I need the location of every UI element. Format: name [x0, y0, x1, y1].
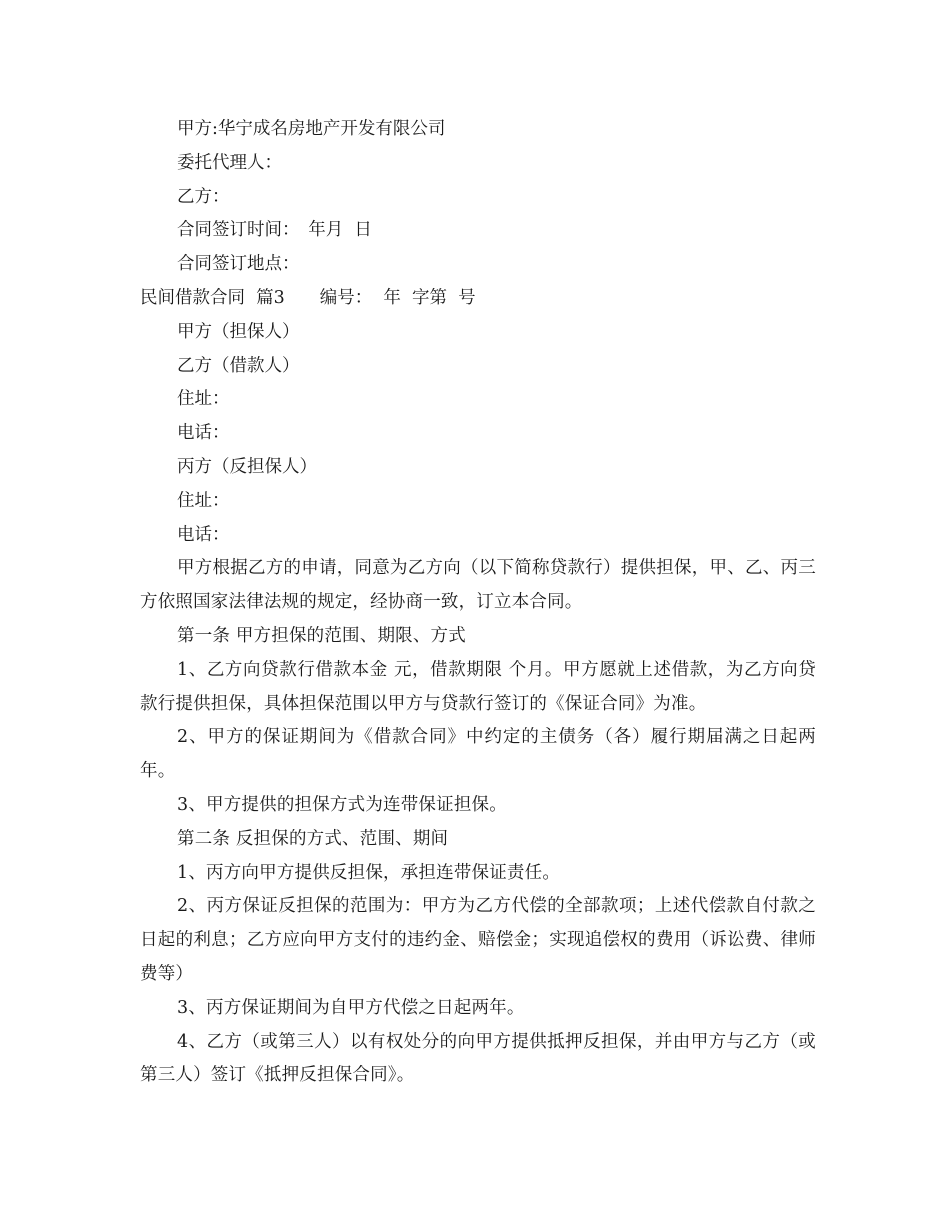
- phone-line: 电话：: [177, 423, 230, 444]
- phone-line-2: 电话：: [177, 524, 230, 545]
- sign-place-line: 合同签订地点：: [177, 254, 300, 275]
- article-1-heading: 第一条 甲方担保的范围、期限、方式: [177, 625, 466, 646]
- agent-line: 委托代理人：: [177, 152, 282, 173]
- address-line-2: 住址：: [177, 490, 230, 511]
- address-line: 住址：: [177, 389, 230, 410]
- intro-paragraph: 甲方根据乙方的申请，同意为乙方向（以下简称贷款行）提供担保，甲、乙、丙三方依照国家法律法规的规定，经协商一致，订立本合同。: [140, 558, 816, 613]
- article-1-clause-1: 1、乙方向贷款行借款本金 元，借款期限 个月。甲方愿就上述借款，为乙方向贷款行提供担保，具体担保范围以甲方与贷款行签订的《保证合同》为准。: [140, 659, 816, 714]
- article-2-heading: 第二条 反担保的方式、范围、期间: [177, 828, 449, 849]
- article-1-clause-2: 2、甲方的保证期间为《借款合同》中约定的主债务（各）履行期届满之日起两年。: [140, 727, 816, 782]
- article-2-clause-2: 2、丙方保证反担保的范围为：甲方为乙方代偿的全部款项；上述代偿款自付款之日起的利息；乙方应向甲方支付的违约金、赔偿金；实现追偿权的费用（诉讼费、律师费等）: [140, 896, 816, 984]
- article-2-clause-4: 4、乙方（或第三人）以有权处分的向甲方提供抵押反担保，并由甲方与乙方（或第三人）签订《抵押反担保合同》。: [140, 1031, 816, 1086]
- counter-guarantor-line: 丙方（反担保人）: [177, 456, 317, 477]
- sign-date-line: 合同签订时间： 年月 日: [177, 220, 372, 241]
- contract-title-line: 民间借款合同 篇3 编号： 年 字第 号: [140, 287, 476, 308]
- guarantor-line: 甲方（担保人）: [177, 321, 300, 342]
- document-body: [140, 113, 816, 1093]
- article-2-clause-3: 3、丙方保证期间为自甲方代偿之日起两年。: [177, 997, 525, 1018]
- borrower-line: 乙方（借款人）: [177, 355, 300, 376]
- article-1-clause-3: 3、甲方提供的担保方式为连带保证担保。: [177, 794, 507, 815]
- party-b-line: 乙方：: [177, 186, 230, 207]
- article-2-clause-1: 1、丙方向甲方提供反担保，承担连带保证责任。: [177, 862, 561, 883]
- party-a-line: 甲方:华宁成名房地产开发有限公司: [177, 119, 446, 139]
